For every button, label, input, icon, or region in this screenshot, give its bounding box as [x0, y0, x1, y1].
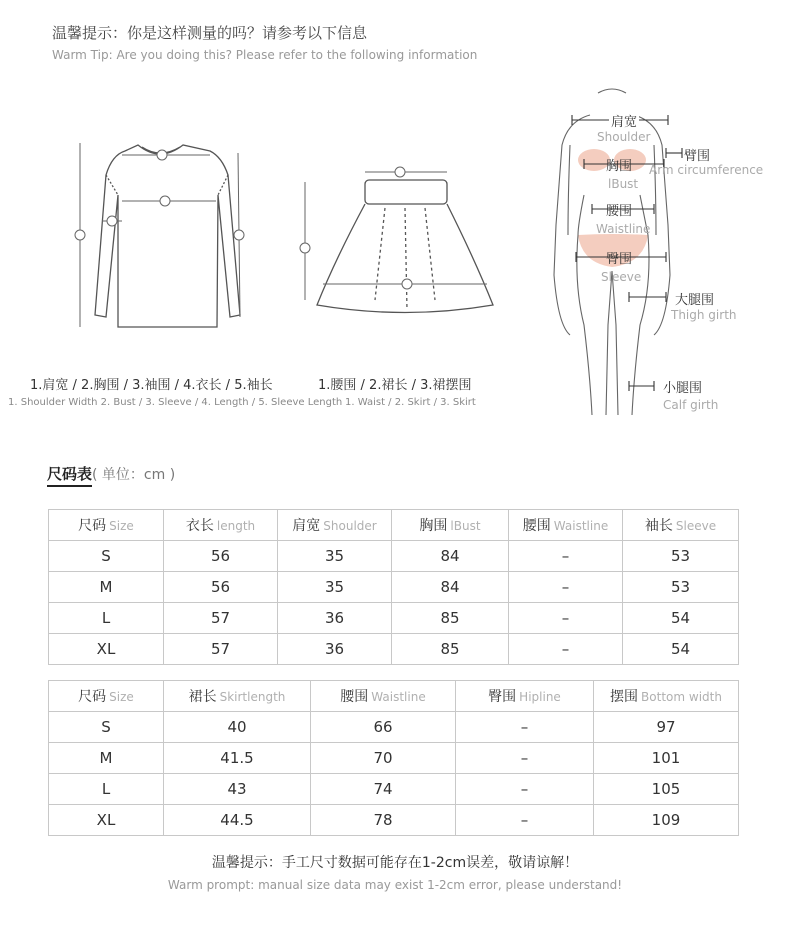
table-cell: 66 [311, 712, 456, 743]
arm-measure-bar [664, 145, 684, 165]
table-cell: 74 [311, 774, 456, 805]
table-cell: 56 [164, 572, 278, 603]
table-header: 裙长 Skirtlength [164, 681, 311, 712]
table-row [49, 634, 739, 665]
table-row [49, 541, 739, 572]
table-cell: L [49, 774, 164, 805]
label-shoulder-cn: 肩宽 [609, 111, 639, 130]
table-cell: 35 [278, 572, 392, 603]
table-cell: XL [49, 634, 164, 665]
table-cell: 78 [311, 805, 456, 836]
table-row [49, 805, 739, 836]
tip-title-en: Warm Tip: Are you doing this? Please refer to the following information [52, 48, 478, 62]
skirt-caption-cn: 1.腰围 / 2.裙长 / 3.裙摆围 [318, 378, 472, 393]
table-cell: 53 [623, 572, 739, 603]
shirt-caption-cn: 1.肩宽 / 2.胸围 / 3.袖围 / 4.衣长 / 5.袖长 [30, 378, 273, 393]
table-cell: 53 [623, 541, 739, 572]
table-cell: 70 [311, 743, 456, 774]
shirt-caption-en: 1. Shoulder Width 2. Bust / 3. Sleeve / 4. Length / 5. Sleeve Length [8, 397, 343, 408]
table-cell: 105 [594, 774, 739, 805]
table-cell: L [49, 603, 164, 634]
table-row [49, 712, 739, 743]
table-cell: 97 [594, 712, 739, 743]
table-cell: 44.5 [164, 805, 311, 836]
tip-title-cn: 温馨提示：你是这样测量的吗？请参考以下信息 [52, 24, 368, 42]
table-cell: 84 [392, 572, 509, 603]
table-cell: – [456, 805, 594, 836]
table-cell: 57 [164, 603, 278, 634]
shirt-sketch [70, 135, 260, 335]
table-cell: 36 [278, 634, 392, 665]
footer-note-cn: 温馨提示：手工尺寸数据可能存在1-2cm误差，敬请谅解！ [211, 855, 579, 871]
label-hip-cn: 臀围 [606, 252, 633, 267]
table-row [49, 572, 739, 603]
table-cell: 54 [623, 634, 739, 665]
label-waist-en: Waistline [596, 222, 651, 236]
label-waist-cn: 腰围 [606, 204, 633, 219]
table-cell: – [456, 774, 594, 805]
skirt-caption-en: 1. Waist / 2. Skirt / 3. Skirt [345, 397, 476, 408]
table-header-row [49, 681, 739, 712]
table-cell: – [509, 572, 623, 603]
table-row [49, 774, 739, 805]
label-shoulder-en: Shoulder [597, 130, 651, 144]
table-cell: 35 [278, 541, 392, 572]
label-hip-en: Sleeve [601, 270, 642, 284]
table-header: 尺码 Size [49, 681, 164, 712]
table-cell: 43 [164, 774, 311, 805]
table-header: 胸围 lBust [392, 510, 509, 541]
size-table-title [47, 463, 175, 484]
table-cell: 57 [164, 634, 278, 665]
table-cell: 101 [594, 743, 739, 774]
table-header-row [49, 510, 739, 541]
table-header: 衣长 length [164, 510, 278, 541]
size-table-title-cn: 尺码表 [47, 465, 92, 487]
table-header: 腰围 Waistline [311, 681, 456, 712]
table-cell: 56 [164, 541, 278, 572]
skirt-sketch [295, 160, 505, 330]
label-bust-en: lBust [608, 177, 639, 191]
label-thigh-cn: 大腿围 [675, 293, 715, 308]
table-cell: 41.5 [164, 743, 311, 774]
label-arm-cn: 臂围 [684, 149, 711, 164]
table-cell: – [456, 712, 594, 743]
size-table-top [48, 509, 739, 665]
label-bust-cn: 胸围 [606, 159, 633, 174]
table-header: 臀围 Hipline [456, 681, 594, 712]
table-cell: 85 [392, 634, 509, 665]
table-cell: M [49, 572, 164, 603]
table-cell: M [49, 743, 164, 774]
size-table-bottom [48, 680, 739, 836]
table-cell: S [49, 712, 164, 743]
table-header: 袖长 Sleeve [623, 510, 739, 541]
table-cell: – [509, 541, 623, 572]
table-row [49, 743, 739, 774]
size-table-unit: ( 单位：cm ) [92, 467, 176, 483]
table-header: 肩宽 Shoulder [278, 510, 392, 541]
table-cell: – [509, 634, 623, 665]
table-cell: 40 [164, 712, 311, 743]
table-cell: S [49, 541, 164, 572]
label-thigh-en: Thigh girth [671, 308, 737, 322]
table-cell: 36 [278, 603, 392, 634]
table-cell: 109 [594, 805, 739, 836]
table-header: 摆围 Bottom width [594, 681, 739, 712]
label-calf-en: Calf girth [663, 398, 719, 412]
table-cell: 54 [623, 603, 739, 634]
table-header: 尺码 Size [49, 510, 164, 541]
table-cell: – [509, 603, 623, 634]
footer-note-en: Warm prompt: manual size data may exist 1-2cm error, please understand! [167, 878, 623, 892]
label-arm-en: Arm circumference [649, 163, 764, 177]
table-cell: – [456, 743, 594, 774]
table-cell: 84 [392, 541, 509, 572]
table-cell: XL [49, 805, 164, 836]
label-calf-cn: 小腿围 [663, 381, 703, 396]
table-cell: 85 [392, 603, 509, 634]
table-header: 腰围 Waistline [509, 510, 623, 541]
table-row [49, 603, 739, 634]
